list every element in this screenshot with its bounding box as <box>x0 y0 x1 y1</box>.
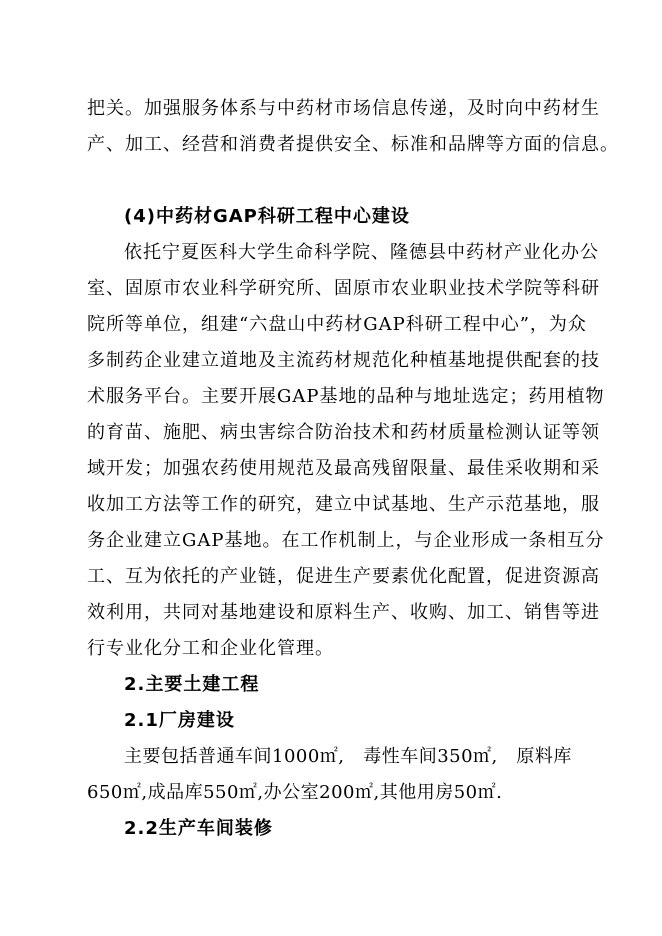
section-4-line-7: 域开发；加强农药使用规范及最高残留限量、最佳采收期和采 <box>87 458 600 479</box>
section-4-line-10: 工、互为依托的产业链，促进生产要素优化配置，促进资源高 <box>87 566 600 587</box>
section-2-2-heading: 2.2生产车间装修 <box>124 818 273 839</box>
intro-line-2: 产、加工、经营和消费者提供安全、标准和品牌等方面的信息。 <box>87 134 619 155</box>
section-4-line-3: 院所等单位，组建“六盘山中药材GAP科研工程中心”，为众 <box>87 314 587 335</box>
section-4-line-4: 多制药企业建立道地及主流药材规范化种植基地提供配套的技 <box>87 350 600 371</box>
section-2-1-line-2: 650㎡,成品库550㎡,办公室200㎡,其他用房50㎡. <box>87 782 503 803</box>
section-4-line-11: 效利用，共同对基地建设和原料生产、收购、加工、销售等进 <box>87 602 600 623</box>
section-2-1-line-1: 主要包括普通车间1000㎡, 毒性车间350㎡, 原料库 <box>124 746 572 767</box>
section-2-heading: 2.主要土建工程 <box>124 674 260 695</box>
intro-line-1: 把关。加强服务体系与中药材市场信息传递，及时向中药材生 <box>87 98 600 119</box>
section-4-heading: (4)中药材GAP科研工程中心建设 <box>124 206 410 227</box>
section-4-line-9: 务企业建立GAP基地。在工作机制上，与企业形成一条相互分 <box>87 530 605 551</box>
section-2-1-heading: 2.1厂房建设 <box>124 710 235 731</box>
section-4-line-5: 术服务平台。主要开展GAP基地的品种与地址选定；药用植物 <box>87 386 605 407</box>
section-4-line-1: 依托宁夏医科大学生命科学院、隆德县中药材产业化办公 <box>124 242 599 263</box>
section-4-line-2: 室、固原市农业科学研究所、固原市农业职业技术学院等科研 <box>87 278 600 299</box>
section-4-line-12: 行专业化分工和企业化管理。 <box>87 638 334 659</box>
section-4-line-8: 收加工方法等工作的研究，建立中试基地、生产示范基地，服 <box>87 494 600 515</box>
section-4-line-6: 的育苗、施肥、病虫害综合防治技术和药材质量检测认证等领 <box>87 422 600 443</box>
